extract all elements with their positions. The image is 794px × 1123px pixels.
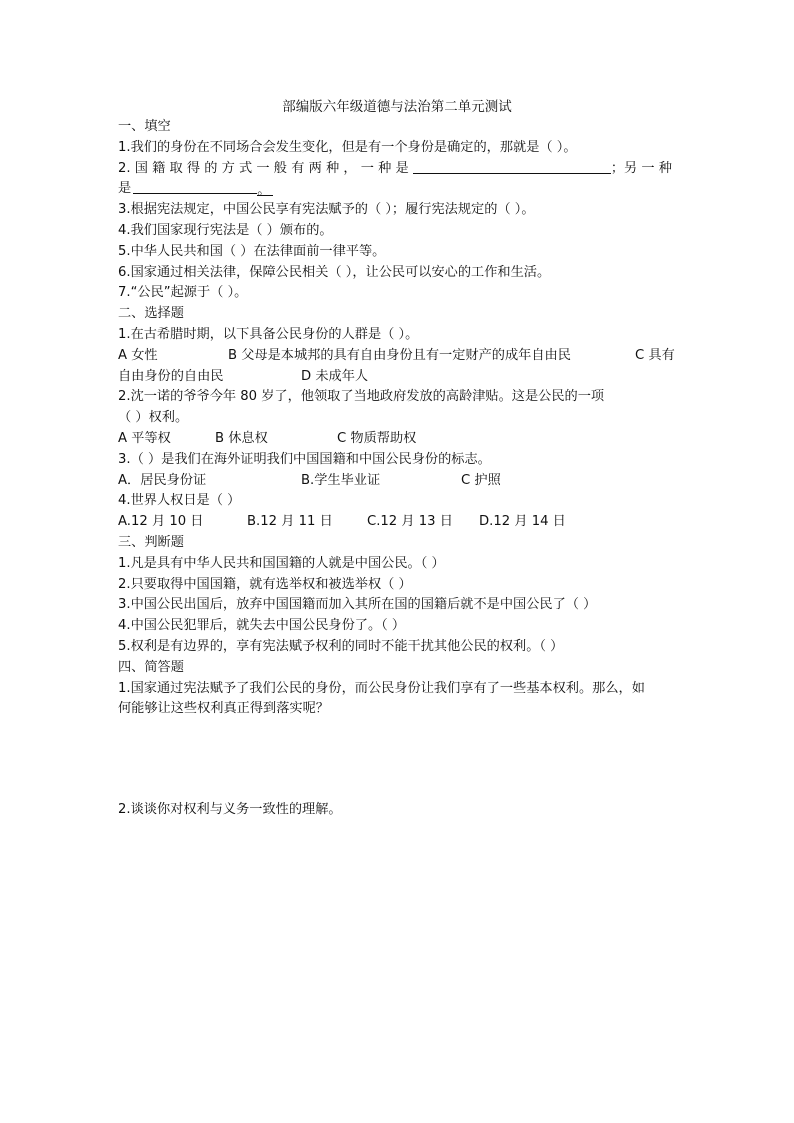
option-a[interactable]: A．居民身份证 (118, 472, 207, 488)
option-c-continued: 自由身份的自由民 (118, 368, 224, 384)
judge-question-5: 5.权利是有边界的，享有宪法赋予权利的同时不能干扰其他公民的权利。（ ） (118, 638, 564, 654)
choice-question-2: 2.沈一诺的爷爷今年 80 岁了，他领取了当地政府发放的高龄津贴。这是公民的一项 (118, 389, 605, 405)
judge-question-3: 3.中国公民出国后，放弃中国国籍而加入其所在国的国籍后就不是中国公民了（ ） (118, 597, 597, 613)
answer-blank-line[interactable] (413, 159, 611, 174)
choice-question-3-options (118, 471, 676, 492)
option-d[interactable]: D.12 月 14 日 (479, 514, 566, 530)
document-body (118, 117, 676, 941)
fill-question-3: 3.根据宪法规定，中国公民享有宪法赋予的（ ）；履行宪法规定的（ ）。 (118, 202, 535, 218)
answer-space[interactable] (118, 821, 676, 941)
judge-question-2: 2.只要取得中国国籍，就有选举权和被选举权（ ） (118, 576, 412, 592)
option-c[interactable]: C 护照 (461, 472, 501, 488)
section-heading-fill-blank: 一、填空 (118, 119, 171, 134)
option-c[interactable]: C.12 月 13 日 (367, 514, 453, 530)
option-a[interactable]: A 平等权 (118, 430, 171, 446)
option-a[interactable]: A.12 月 10 日 (118, 514, 204, 530)
fill-question-2-text-c: 是 (118, 181, 132, 197)
choice-question-4-options (118, 512, 676, 533)
short-answer-question-2: 2.谈谈你对权利与义务一致性的理解。 (118, 802, 342, 818)
choice-question-4: 4.世界人权日是（ ） (118, 493, 241, 509)
choice-question-1-options (118, 346, 676, 367)
fill-question-2-text: 2. 国 籍 取 得 的 方 式 一 般 有 两 种 ， 一 种 是 (118, 160, 409, 176)
option-b[interactable]: B.12 月 11 日 (247, 514, 333, 530)
section-heading-choice: 二、选择题 (118, 306, 184, 322)
fill-question-2-line1 (118, 159, 676, 180)
short-answer-question-1-cont: 何能够让这些权利真正得到落实呢？ (118, 701, 329, 717)
fill-question-2-text-b: ；另 一 种 (610, 160, 672, 176)
option-c[interactable]: C 具有 (635, 347, 675, 363)
fill-question-2-line2 (118, 179, 676, 200)
fill-question-5: 5.中华人民共和国（ ）在法律面前一律平等。 (118, 243, 386, 259)
section-heading-judgement: 三、判断题 (118, 534, 184, 550)
choice-question-2-cont: （ ）权利。 (118, 410, 189, 426)
section-heading-short-answer: 四、简答题 (118, 659, 184, 675)
choice-question-1-options-2 (118, 367, 676, 388)
fill-question-1: 1.我们的身份在不同场合会发生变化，但是有一个身份是确定的，那就是（ ）。 (118, 139, 577, 155)
answer-space[interactable] (118, 720, 676, 800)
short-answer-question-1: 1.国家通过宪法赋予了我们公民的身份，而公民身份让我们享有了一些基本权利。那么，如 (118, 680, 645, 696)
option-b[interactable]: B 休息权 (215, 430, 268, 446)
choice-question-1: 1.在古希腊时期，以下具备公民身份的人群是（ ）。 (118, 326, 419, 342)
option-a[interactable]: A 女性 (118, 347, 158, 363)
option-b[interactable]: B.学生毕业证 (301, 472, 381, 488)
choice-question-3: 3.（ ）是我们在海外证明我们中国国籍和中国公民身份的标志。 (118, 451, 491, 467)
fill-question-7: 7.“公民”起源于（ ）。 (118, 285, 248, 301)
option-c[interactable]: C 物质帮助权 (337, 430, 417, 446)
option-d[interactable]: D 未成年人 (301, 368, 369, 384)
choice-question-2-options (118, 429, 676, 450)
judge-question-4: 4.中国公民犯罪后，就失去中国公民身份了。（ ） (118, 618, 406, 634)
fill-question-2-text-d: 。 (257, 181, 273, 196)
document-title: 部编版六年级道德与法治第二单元测试 (282, 99, 512, 115)
judge-question-1: 1.凡是具有中华人民共和国国籍的人就是中国公民。（ ） (118, 555, 445, 571)
fill-question-4: 4.我们国家现行宪法是（ ）颁布的。 (118, 222, 333, 238)
answer-blank-line[interactable] (133, 179, 257, 194)
fill-question-6: 6.国家通过相关法律，保障公民相关（ ），让公民可以安心的工作和生活。 (118, 264, 551, 280)
option-b[interactable]: B 父母是本城邦的具有自由身份且有一定财产的成年自由民 (228, 347, 571, 363)
